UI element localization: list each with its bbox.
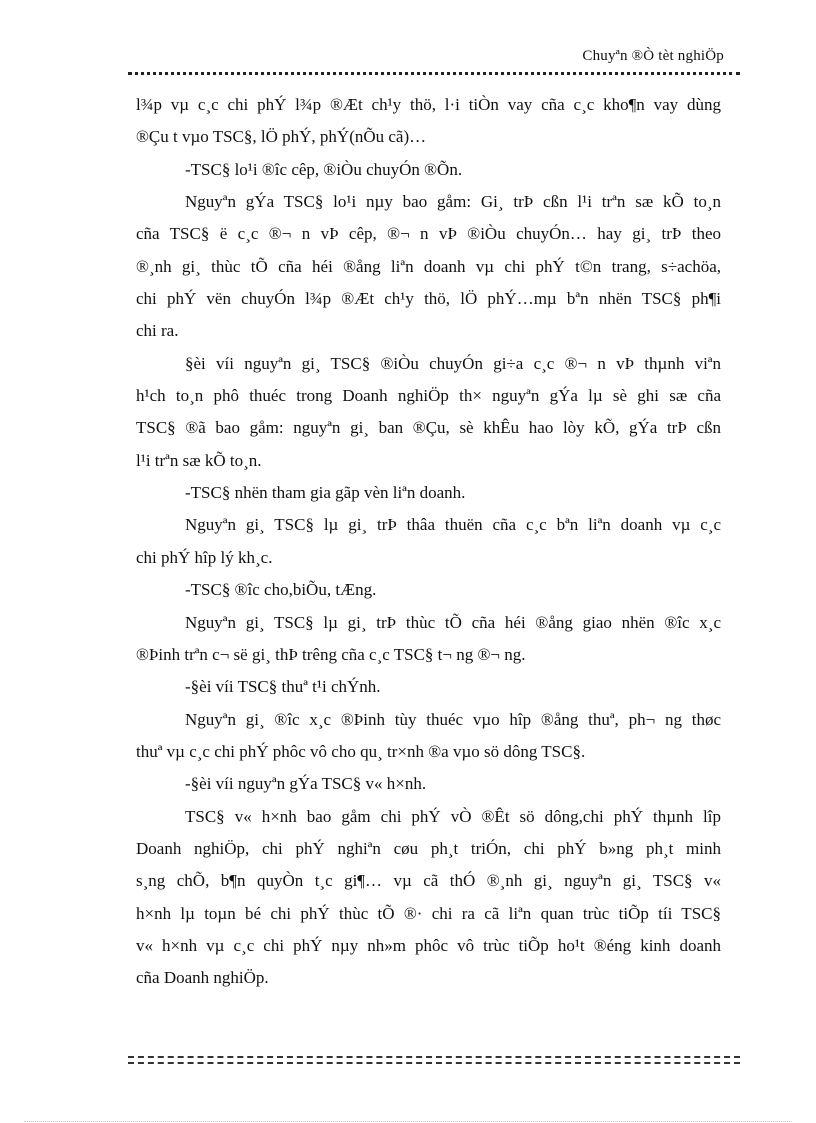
text-line: -TSC§ lo¹i ®îc cêp, ®iÒu chuyÓn ®Õn. — [185, 159, 463, 179]
text-line: thuª vµ c¸c chi phÝ phôc vô cho qu¸ tr×nh ®a vµo sö dông TSC§. — [136, 741, 586, 761]
text-line: Nguyªn gÝa TSC§ lo¹i nµy bao gåm: Gi¸ trÞ cßn l¹i trªn sæ kÕ to¸n — [185, 192, 721, 212]
text-line: TSC§ ®ã bao gåm: nguyªn gi¸ ban ®Çu, sè khÊu hao lòy kÕ, gÝa trÞ cßn — [136, 418, 721, 438]
text-line: §èi víi nguyªn gi¸ TSC§ ®iÒu chuyÓn gi÷a c¸c ®¬ n vÞ thµnh viªn — [185, 353, 721, 373]
text-line: Nguyªn gi¸ TSC§ lµ gi¸ trÞ thâa thuën cña c¸c bªn liªn doanh vµ c¸c — [185, 515, 721, 535]
text-line: chi ra. — [136, 321, 179, 341]
footer-dashed-rule — [128, 1056, 740, 1064]
text-line: Nguyªn gi¸ ®îc x¸c ®Þinh tùy thuéc vµo hîp ®ång thuª, ph¬ ng thøc — [185, 709, 721, 729]
text-line: l¾p vµ c¸c chi phÝ l¾p ®Æt ch¹y thö, l·i tiÒn vay cña c¸c kho¶n vay dùng — [136, 95, 721, 114]
header-dotted-rule — [128, 72, 740, 75]
text-line: -TSC§ ®îc cho,biÕu, tÆng. — [185, 580, 377, 600]
text-line: Doanh nghiÖp, chi phÝ nghiªn cøu ph¸t triÓn, chi phÝ b»ng ph¸t minh — [136, 838, 721, 858]
text-line: cña Doanh nghiÖp. — [136, 968, 269, 988]
text-line: -TSC§ nhën tham gia gãp vèn liªn doanh. — [185, 483, 466, 503]
text-line: chi phÝ vën chuyÓn l¾p ®Æt ch¹y thö, lÖ phÝ…mµ bªn nhën TSC§ ph¶i — [136, 289, 721, 309]
body-text — [136, 89, 721, 995]
text-line: h×nh lµ toµn bé chi phÝ thùc tÕ ®· chi ra cã liªn quan trùc tiÕp tíi TSC§ — [136, 903, 721, 923]
text-line: h¹ch to¸n phô thuéc trong Doanh nghiÖp th× nguyªn gÝa lµ sè ghi sæ cña — [136, 386, 721, 406]
page-bottom-edge — [24, 1121, 792, 1122]
text-line: s¸ng chÕ, b¶n quyÒn t¸c gi¶… vµ cã thÓ ®¸nh gi¸ nguyªn gi¸ TSC§ v« — [136, 871, 721, 891]
text-line: Nguyªn gi¸ TSC§ lµ gi¸ trÞ thùc tÕ cña héi ®ång giao nhën ®îc x¸c — [185, 612, 721, 632]
page-header-title: Chuyªn ®Ò tèt nghiÖp — [582, 48, 724, 64]
text-line: TSC§ v« h×nh bao gåm chi phÝ vÒ ®Êt sö dông,chi phÝ thµnh lîp — [185, 806, 721, 826]
text-line: -§èi víi TSC§ thuª t¹i chÝnh. — [185, 677, 381, 697]
text-line: l¹i trªn sæ kÕ to¸n. — [136, 450, 262, 470]
text-line: ®Çu t vµo TSC§, lÖ phÝ, phÝ(nÕu cã)… — [136, 127, 427, 147]
text-line: cña TSC§ ë c¸c ®¬ n vÞ cêp, ®¬ n vÞ ®iÒu chuyÓn… hay gi¸ trÞ theo — [136, 224, 721, 244]
text-line: chi phÝ hîp lý kh¸c. — [136, 547, 273, 567]
text-line: v« h×nh vµ c¸c chi phÝ nµy nh»m phôc vô trùc tiÕp ho¹t ®éng kinh doanh — [136, 935, 721, 955]
text-line: ®¸nh gi¸ thùc tÕ cña héi ®ång liªn doanh vµ chi phÝ t©n trang, s÷achöa, — [136, 256, 721, 276]
text-line: -§èi víi nguyªn gÝa TSC§ v« h×nh. — [185, 774, 427, 794]
text-line: ®Þinh trªn c¬ së gi¸ thÞ trêng cña c¸c TSC§ t¬ ng ®¬ ng. — [136, 644, 526, 664]
